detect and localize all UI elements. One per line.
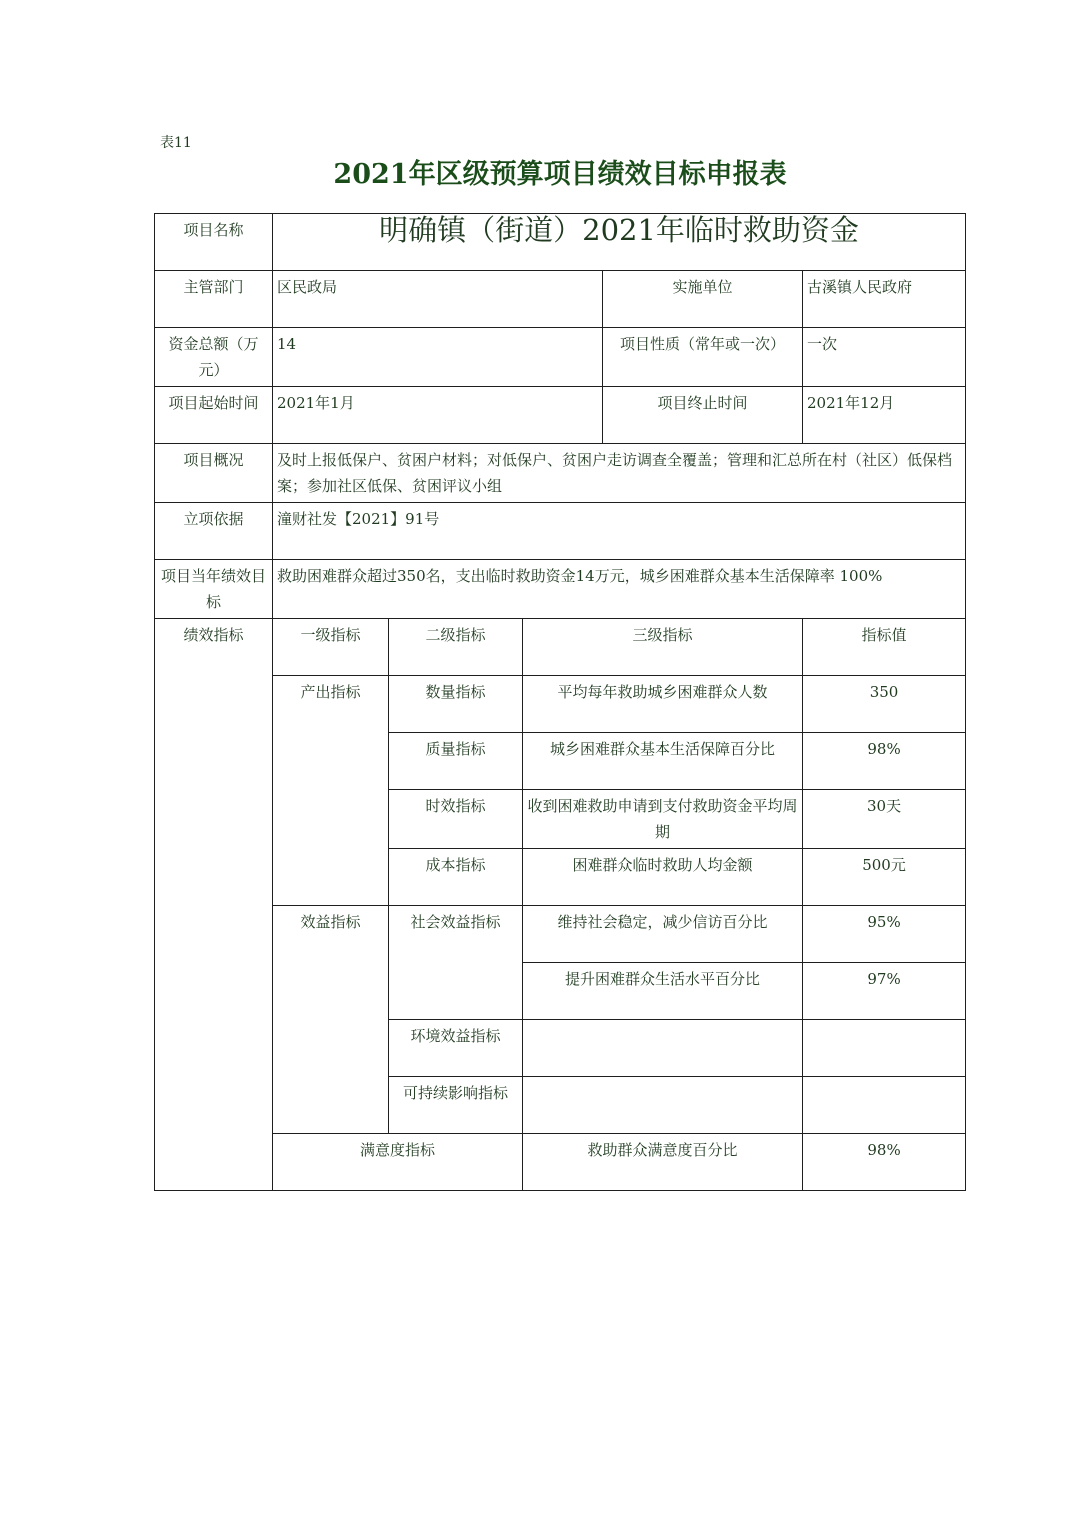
indicator-row <box>155 676 966 733</box>
end-value: 2021年12月 <box>803 387 966 444</box>
level2-cell: 可持续影响指标 <box>389 1077 523 1134</box>
level3-cell: 城乡困难群众基本生活保障百分比 <box>523 733 803 790</box>
value-cell: 95% <box>803 906 966 963</box>
value-cell: 350 <box>803 676 966 733</box>
level3-cell: 救助群众满意度百分比 <box>523 1134 803 1191</box>
value-cell: 30天 <box>803 790 966 849</box>
header-level2: 二级指标 <box>389 619 523 676</box>
fund-value: 14 <box>273 328 603 387</box>
level2-cell: 时效指标 <box>389 790 523 849</box>
nature-value: 一次 <box>803 328 966 387</box>
value-cell: 98% <box>803 733 966 790</box>
row-indicator-header <box>155 619 966 676</box>
value-cell: 500元 <box>803 849 966 906</box>
basis-label: 立项依据 <box>155 503 273 560</box>
level3-cell: 收到困难救助申请到支付救助资金平均周期 <box>523 790 803 849</box>
row-time <box>155 387 966 444</box>
value-cell <box>803 1077 966 1134</box>
level1-benefit: 效益指标 <box>273 906 389 1134</box>
row-goal <box>155 560 966 619</box>
impl-label-text: 实施单位 <box>672 278 733 296</box>
value-cell: 98% <box>803 1134 966 1191</box>
header-level1: 一级指标 <box>273 619 389 676</box>
project-name-value: 明确镇（街道）2021年临时救助资金 <box>273 214 966 271</box>
header-value: 指标值 <box>803 619 966 676</box>
level1-satisfaction: 满意度指标 <box>273 1134 523 1191</box>
level3-cell: 困难群众临时救助人均金额 <box>523 849 803 906</box>
header-level3: 三级指标 <box>523 619 803 676</box>
row-overview <box>155 444 966 503</box>
performance-goal-table <box>154 213 966 1191</box>
indicators-label: 绩效指标 <box>155 619 273 1191</box>
start-label: 项目起始时间 <box>155 387 273 444</box>
end-label: 项目终止时间 <box>603 387 803 444</box>
overview-label: 项目概况 <box>155 444 273 503</box>
level2-cell: 环境效益指标 <box>389 1020 523 1077</box>
overview-value: 及时上报低保户、贫困户材料；对低保户、贫困户走访调查全覆盖；管理和汇总所在村（社区）低保档案；参加社区低保、贫困评议小组 <box>273 444 966 503</box>
fund-label: 资金总额（万元） <box>155 328 273 387</box>
value-cell <box>803 1020 966 1077</box>
level2-cell: 数量指标 <box>389 676 523 733</box>
level3-cell <box>523 1020 803 1077</box>
level3-cell: 提升困难群众生活水平百分比 <box>523 963 803 1020</box>
indicator-row <box>155 906 966 963</box>
impl-value: 古溪镇人民政府 <box>803 271 966 328</box>
goal-label: 项目当年绩效目标 <box>155 560 273 619</box>
project-name-label: 项目名称 <box>155 214 273 271</box>
nature-label: 项目性质（常年或一次） <box>603 328 803 387</box>
level3-cell: 维持社会稳定，减少信访百分比 <box>523 906 803 963</box>
goal-value: 救助困难群众超过350名，支出临时救助资金14万元，城乡困难群众基本生活保障率 100% <box>273 560 966 619</box>
dept-label: 主管部门 <box>155 271 273 328</box>
indicator-row <box>155 1134 966 1191</box>
level3-cell <box>523 1077 803 1134</box>
level3-cell: 平均每年救助城乡困难群众人数 <box>523 676 803 733</box>
row-department <box>155 271 966 328</box>
level2-cell: 质量指标 <box>389 733 523 790</box>
level1-output: 产出指标 <box>273 676 389 906</box>
value-cell: 97% <box>803 963 966 1020</box>
table-number: 表11 <box>160 135 192 151</box>
row-project-name <box>155 214 966 271</box>
row-fund <box>155 328 966 387</box>
row-basis <box>155 503 966 560</box>
start-value: 2021年1月 <box>273 387 603 444</box>
impl-label <box>603 271 803 328</box>
document-title: 2021年区级预算项目绩效目标申报表 <box>333 159 787 190</box>
dept-value: 区民政局 <box>273 271 603 328</box>
level2-cell: 社会效益指标 <box>389 906 523 1020</box>
basis-value: 潼财社发【2021】91号 <box>273 503 966 560</box>
level2-cell: 成本指标 <box>389 849 523 906</box>
